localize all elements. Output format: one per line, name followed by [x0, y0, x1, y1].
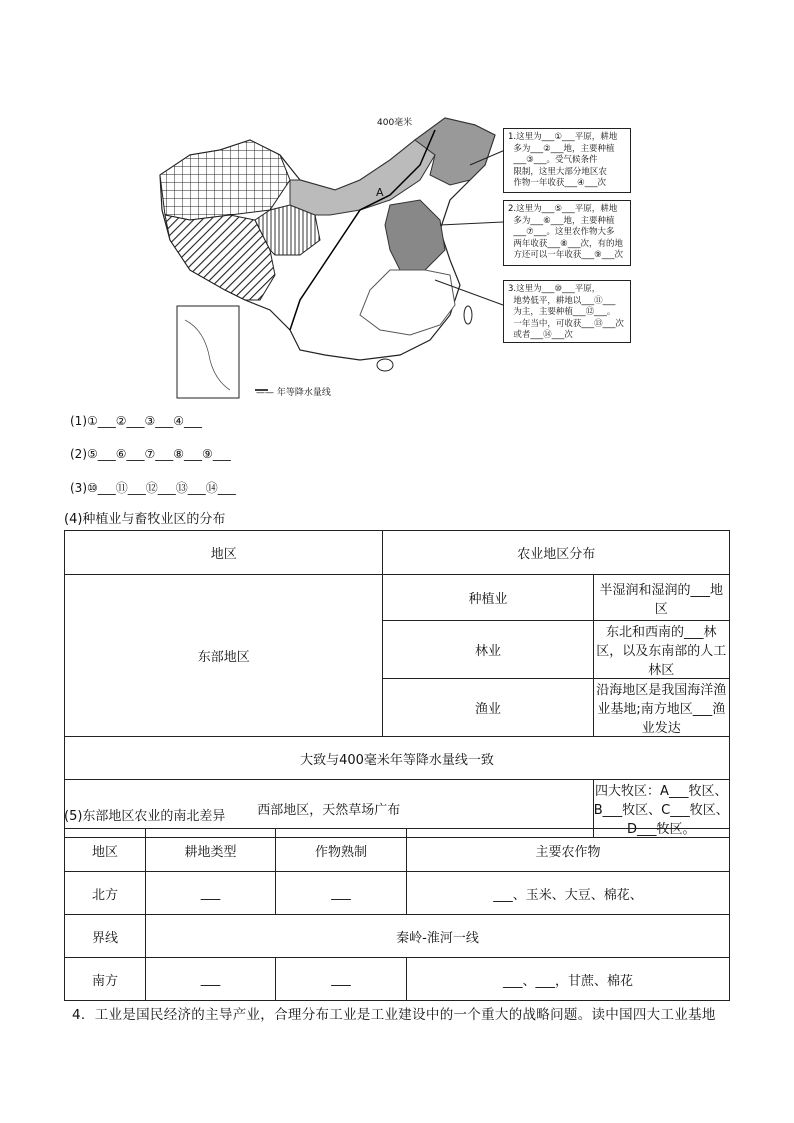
boundary-label: 界线 [65, 915, 146, 958]
region-a-label: A [376, 186, 384, 199]
east-region-cell: 东部地区 [65, 575, 383, 737]
callout-3: 3.这里为___⑩___平原， 地势低平，耕地以___⑪___ 为主，主要种植___⑫___。 一年当中，可收获___⑬___次 或者___⑭___次 [503, 280, 631, 343]
north-land: ___ [146, 872, 276, 915]
desc-planting: 半湿润和湿润的___地区 [593, 575, 729, 621]
south-cropping: ___ [276, 958, 407, 1001]
t2-header-region: 地区 [65, 829, 146, 872]
callout-1: 1.这里为___①___平原，耕地 多为___②___地，主要种植 ___③___。受气候条件 限制，这里大部分地区农 作物一年收获___④___次 [503, 128, 631, 193]
west-desc-cell: 四大牧区：A___牧区、B___牧区、C___牧区、D___牧区。 [593, 780, 729, 838]
desc-fishery: 沿海地区是我国海洋渔业基地;南方地区___渔业发达 [593, 679, 729, 737]
header-distribution: 农业地区分布 [383, 531, 730, 575]
question-1: (1)①___②___③___④___ [70, 414, 203, 428]
type-fishery: 渔业 [383, 679, 593, 737]
south-label: 南方 [65, 958, 146, 1001]
header-region: 地区 [65, 531, 383, 575]
divider-row: 大致与400毫米年等降水量线一致 [65, 737, 730, 780]
agriculture-map [150, 110, 640, 400]
t2-header-crops: 主要农作物 [407, 829, 730, 872]
south-crops: ___、___，甘蔗、棉花 [407, 958, 730, 1001]
type-planting: 种植业 [383, 575, 593, 621]
north-label: 北方 [65, 872, 146, 915]
north-south-table [64, 828, 730, 1001]
type-forestry: 林业 [383, 621, 593, 679]
south-land: ___ [146, 958, 276, 1001]
desc-forestry: 东北和西南的___林区，以及东南部的人工林区 [593, 621, 729, 679]
callout-2: 2.这里为___⑤___平原，耕地 多为___⑥___地，主要种植 ___⑦___。这里农作物大多 两年收获___⑧___次，有的地 方还可以一年收获___⑨___次 [503, 200, 631, 266]
question-4-intro: 4．工业是国民经济的主导产业，合理分布工业是工业建设中的一个重大的战略问题。读中国四大工业基地 [72, 1007, 716, 1023]
north-cropping: ___ [276, 872, 407, 915]
table1-title: (4)种植业与畜牧业区的分布 [64, 512, 226, 527]
t2-header-cropping: 作物熟制 [276, 829, 407, 872]
boundary-desc: 秦岭-淮河一线 [146, 915, 730, 958]
planting-livestock-table [64, 530, 730, 838]
north-crops: ___、玉米、大豆、棉花、 [407, 872, 730, 915]
question-3: (3)⑩___⑪___⑫___⑬___⑭___ [70, 481, 236, 495]
legend-label: —— 年等降水量线 [256, 388, 331, 398]
question-2: (2)⑤___⑥___⑦___⑧___⑨___ [70, 447, 231, 461]
t2-header-land: 耕地类型 [146, 829, 276, 872]
table2-title: (5)东部地区农业的南北差异 [64, 809, 226, 824]
precip-line-label: 400毫米 [377, 118, 413, 128]
west-region-cell: 西部地区，天然草场广布 [65, 780, 594, 838]
